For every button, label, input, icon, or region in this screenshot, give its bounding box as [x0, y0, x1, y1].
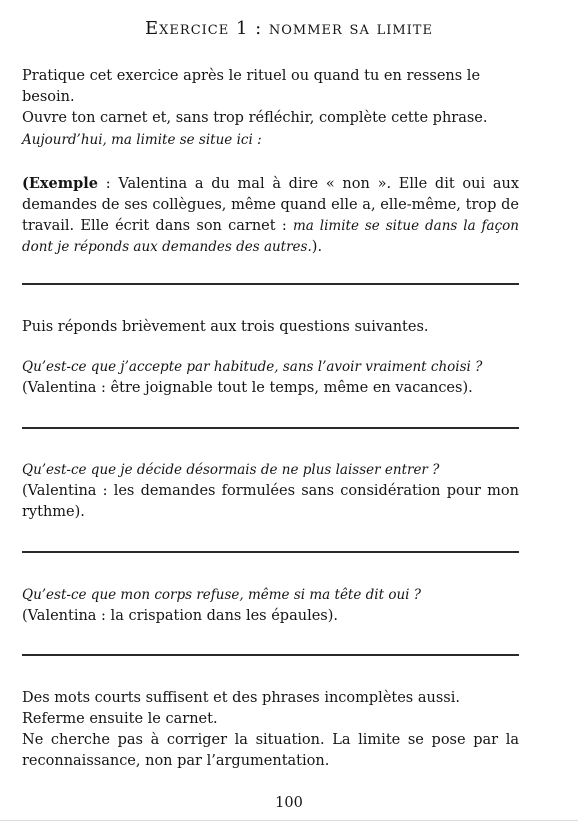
- intro-line-2: Ouvre ton carnet et, sans trop réfléchir, complète cette phrase.: [22, 110, 488, 126]
- question-1-example-answer: (Valentina : être joignable tout le temps, même en vacances).: [22, 380, 473, 396]
- example-close: ).: [311, 239, 323, 255]
- answer-line-main: [22, 283, 519, 285]
- closing-paragraph: [22, 688, 519, 772]
- closing-line-1: Des mots courts suffisent et des phrases incomplètes aussi.: [22, 690, 460, 706]
- intro-line-1: Pratique cet exercice après le rituel ou quand tu en ressens le besoin.: [22, 68, 481, 105]
- answer-line-question-3: [22, 654, 519, 656]
- question-1: [22, 357, 519, 399]
- question-1-prompt: Qu’est-ce que j’accepte par habitude, sans l’avoir vraiment choisi ?: [22, 359, 483, 375]
- question-2-prompt: Qu’est-ce que je décide désormais de ne plus laisser entrer ?: [22, 462, 440, 478]
- question-3: [22, 585, 519, 627]
- questions-intro: Puis réponds brièvement aux trois questions suivantes.: [22, 319, 429, 335]
- question-3-example-answer: (Valentina : la crispation dans les épaules).: [22, 608, 338, 624]
- answer-line-question-1: [22, 427, 519, 429]
- example-label: (Exemple: [22, 175, 98, 192]
- example-quote: ma limite se situe dans la façon dont je réponds aux demandes des autres.: [22, 218, 519, 255]
- example-text: : Valentina a du mal à dire « non ». Elle dit oui aux demandes de ses collègues, même quand elle a, elle-même, trop de travail. Elle écrit dans son carnet :: [22, 176, 519, 234]
- intro-paragraph: [22, 66, 519, 129]
- example-paragraph: [22, 173, 519, 258]
- question-2: [22, 460, 519, 523]
- answer-line-question-2: [22, 551, 519, 553]
- question-2-example-answer: (Valentina : les demandes formulées sans considération pour mon rythme).: [22, 483, 519, 520]
- main-prompt: Aujourd’hui, ma limite se situe ici :: [22, 132, 262, 148]
- question-3-prompt: Qu’est-ce que mon corps refuse, même si ma tête dit oui ?: [22, 587, 421, 603]
- page-number: 100: [275, 795, 303, 811]
- page-title: Exercice 1 : nommer sa limite: [145, 18, 433, 39]
- closing-line-3: Ne cherche pas à corriger la situation. La limite se pose par la reconnaissance, non par l’argumentation.: [22, 732, 519, 769]
- closing-line-2: Referme ensuite le carnet.: [22, 711, 218, 727]
